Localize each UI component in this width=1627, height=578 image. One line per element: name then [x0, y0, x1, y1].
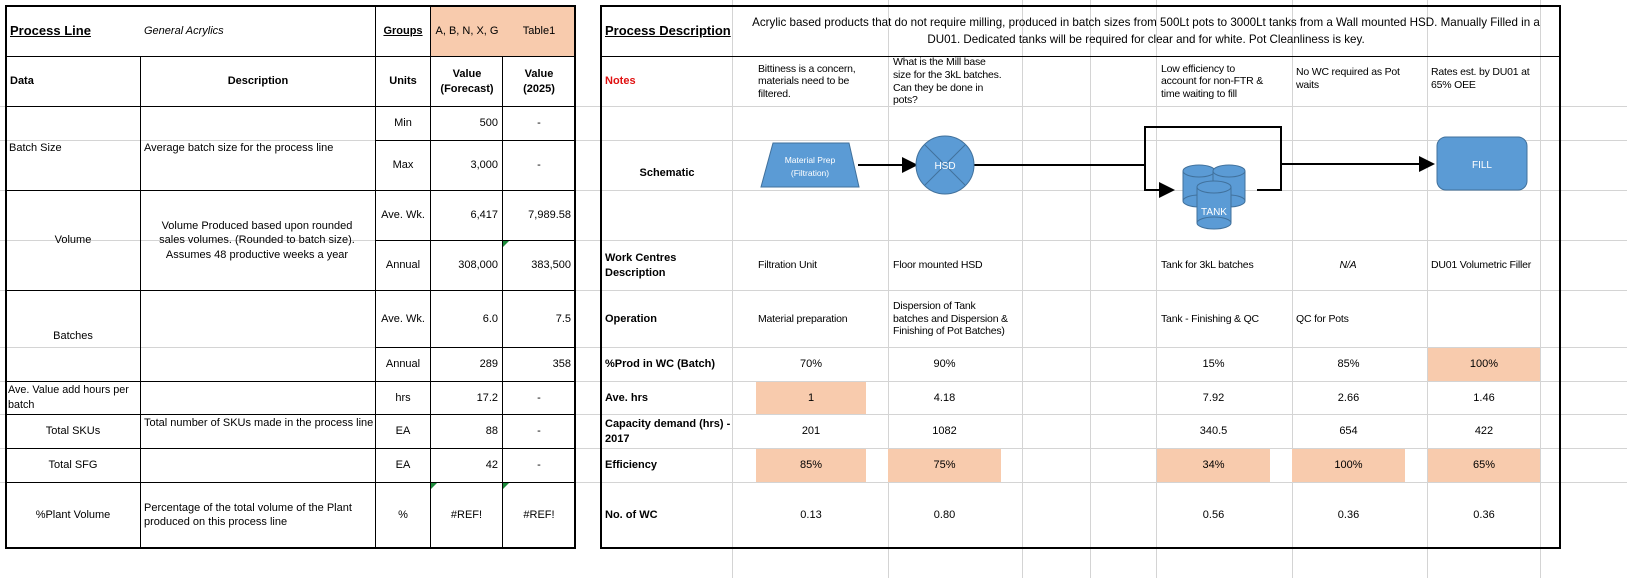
wc5-capacity[interactable]: 422: [1474, 425, 1494, 438]
wc3-note: Low efficiency to account for non-FTR & time waiting to fill: [1161, 62, 1264, 100]
wc1-capacity[interactable]: 201: [801, 425, 821, 438]
total-skus-label: Total SKUs: [45, 425, 101, 438]
col-value-forecast: Value (Forecast): [440, 68, 494, 95]
wc2-efficiency[interactable]: 75%: [933, 459, 956, 472]
volume-label: Volume: [54, 234, 92, 247]
groups-value[interactable]: A, B, N, X, G: [435, 25, 499, 38]
wc5-efficiency[interactable]: 65%: [1472, 459, 1496, 472]
wc4-operation: QC for Pots: [1296, 312, 1349, 325]
total-skus-2025[interactable]: -: [537, 425, 541, 438]
process-line-label: Process Line: [10, 23, 91, 39]
wc4-count[interactable]: 0.36: [1337, 508, 1360, 521]
wc2-hrs[interactable]: 4.18: [933, 391, 956, 404]
total-sfg-unit: EA: [395, 459, 411, 472]
batches-annual-unit: Annual: [385, 358, 421, 371]
wc4-description: N/A: [1339, 259, 1357, 272]
volume-annual-unit: Annual: [385, 259, 421, 272]
tank-loop-lower: [1145, 165, 1173, 190]
volume-wk-unit: Ave. Wk.: [381, 209, 425, 222]
batch-min-forecast[interactable]: 500: [479, 117, 498, 130]
process-description-label: Process Description: [605, 23, 731, 39]
wc1-description: Filtration Unit: [758, 259, 817, 272]
wc1-operation: Material preparation: [758, 312, 848, 325]
no-of-wc-label: No. of WC: [605, 508, 658, 521]
hsd-shape[interactable]: [916, 136, 974, 194]
wc3-capacity[interactable]: 340.5: [1199, 425, 1228, 438]
wc1-efficiency[interactable]: 85%: [799, 459, 823, 472]
wc3-prod[interactable]: 15%: [1202, 358, 1225, 371]
wc3-description: Tank for 3kL batches: [1161, 259, 1254, 272]
value-add-unit: hrs: [395, 391, 411, 404]
batches-annual-forecast[interactable]: 289: [479, 358, 498, 371]
batch-size-label: Batch Size: [9, 142, 62, 155]
material-prep-shape[interactable]: [761, 143, 859, 187]
plant-volume-2025[interactable]: #REF!: [523, 508, 555, 521]
plant-volume-forecast[interactable]: #REF!: [450, 508, 483, 521]
volume-description: Volume Produced based upon rounded sales volumes. (Rounded to batch size). Assumes 48 productive weeks a year: [159, 220, 355, 261]
wc2-description: Floor mounted HSD: [893, 259, 983, 272]
wc1-hrs[interactable]: 1: [807, 391, 815, 404]
capacity-label: Capacity demand (hrs) - 2017: [605, 417, 731, 445]
wc3-count[interactable]: 0.56: [1202, 508, 1225, 521]
batch-size-description: Average batch size for the process line: [144, 142, 334, 155]
volume-annual-forecast[interactable]: 308,000: [458, 259, 498, 272]
batch-max-unit: Max: [392, 159, 414, 172]
wc3-operation: Tank - Finishing & QC: [1161, 312, 1259, 325]
wc4-hrs[interactable]: 2.66: [1337, 391, 1360, 404]
process-line-value[interactable]: General Acrylics: [144, 25, 224, 38]
value-add-label: Ave. Value add hours per batch: [8, 384, 129, 411]
total-sfg-label: Total SFG: [48, 459, 98, 472]
fill-shape[interactable]: [1437, 137, 1527, 190]
process-schematic: [733, 107, 1559, 240]
batches-wk-unit: Ave. Wk.: [381, 312, 425, 325]
total-skus-unit: EA: [395, 425, 411, 438]
value-add-2025[interactable]: -: [537, 391, 541, 404]
hsd-text: HSD: [934, 161, 956, 172]
table-ref[interactable]: Table1: [522, 25, 556, 38]
wc2-operation: Dispersion of Tank batches and Dispersion & Finishing of Pot Batches): [893, 300, 1008, 338]
batch-max-2025[interactable]: -: [537, 159, 541, 172]
value-add-forecast[interactable]: 17.2: [476, 391, 498, 404]
col-data: Data: [10, 75, 34, 88]
tank-shape[interactable]: [1183, 165, 1245, 229]
batch-min-2025[interactable]: -: [537, 117, 541, 130]
wc1-count[interactable]: 0.13: [800, 508, 822, 521]
ave-hrs-label: Ave. hrs: [605, 391, 649, 404]
wc5-prod[interactable]: 100%: [1469, 358, 1499, 371]
batches-wk-forecast[interactable]: 6.0: [482, 312, 498, 325]
batches-label: Batches: [53, 329, 93, 342]
total-skus-forecast[interactable]: 88: [485, 425, 498, 438]
wc4-efficiency[interactable]: 100%: [1334, 459, 1363, 472]
wc2-prod[interactable]: 90%: [933, 358, 956, 371]
wc1-note: Bittiness is a concern, materials need to be filtered.: [758, 62, 856, 100]
plant-volume-description: Percentage of the total volume of the Plant produced on this process line: [144, 501, 352, 528]
material-prep-text-1: Material Prep: [784, 155, 836, 165]
total-sfg-forecast[interactable]: 42: [485, 459, 498, 472]
plant-volume-unit: %: [398, 508, 408, 521]
wc5-note: Rates est. by DU01 at 65% OEE: [1431, 66, 1530, 91]
total-skus-description: Total number of SKUs made in the process line: [144, 417, 374, 429]
tank-text: TANK: [1201, 207, 1227, 218]
volume-annual-2025[interactable]: 383,500: [531, 259, 571, 272]
wc1-prod[interactable]: 70%: [799, 358, 823, 371]
wc2-note: What is the Mill base size for the 3kL batches. Can they be done in pots?: [893, 56, 1002, 107]
work-centres-label: Work Centres Description: [605, 252, 677, 279]
wc5-description: DU01 Volumetric Filler: [1431, 259, 1532, 272]
batches-wk-2025[interactable]: 7.5: [555, 312, 571, 325]
wc2-capacity[interactable]: 1082: [932, 425, 957, 438]
operation-label: Operation: [605, 312, 657, 325]
fill-text: FILL: [1471, 160, 1493, 171]
efficiency-label: Efficiency: [605, 459, 657, 472]
wc5-count[interactable]: 0.36: [1473, 508, 1495, 521]
col-units: Units: [389, 75, 417, 88]
volume-wk-2025[interactable]: 7,989.58: [528, 209, 571, 222]
volume-wk-forecast[interactable]: 6,417: [470, 209, 498, 222]
wc3-efficiency[interactable]: 34%: [1202, 459, 1225, 472]
wc4-prod[interactable]: 85%: [1337, 358, 1360, 371]
schematic-label: Schematic: [639, 167, 695, 180]
wc5-hrs[interactable]: 1.46: [1473, 391, 1495, 404]
groups-label: Groups: [383, 25, 423, 38]
wc5-operation: [1428, 291, 1558, 347]
wc4-note: No WC required as Pot waits: [1296, 66, 1400, 91]
process-description-text[interactable]: Acrylic based products that do not require milling, produced in batch sizes from 500Lt pots to 3000Lt tanks from a Wall mounted HSD. Manually Filled in a DU01. Dedicated tanks will be required for clear and for white. Pot Cleanliness is key.: [752, 15, 1540, 46]
material-prep-text-2: (Filtration): [790, 168, 830, 178]
total-sfg-2025[interactable]: -: [537, 459, 541, 472]
wc2-count[interactable]: 0.80: [933, 508, 956, 521]
col-value-2025: Value (2025): [523, 68, 555, 95]
batch-max-forecast[interactable]: 3,000: [470, 159, 498, 172]
batch-min-unit: Min: [394, 117, 412, 130]
wc3-hrs[interactable]: 7.92: [1202, 391, 1225, 404]
plant-volume-label: %Plant Volume: [35, 508, 111, 521]
prod-in-wc-label: %Prod in WC (Batch): [605, 358, 715, 371]
batches-annual-2025[interactable]: 358: [552, 358, 571, 371]
wc4-capacity[interactable]: 654: [1339, 425, 1358, 438]
notes-label: Notes: [605, 75, 636, 88]
col-description: Description: [227, 75, 289, 88]
